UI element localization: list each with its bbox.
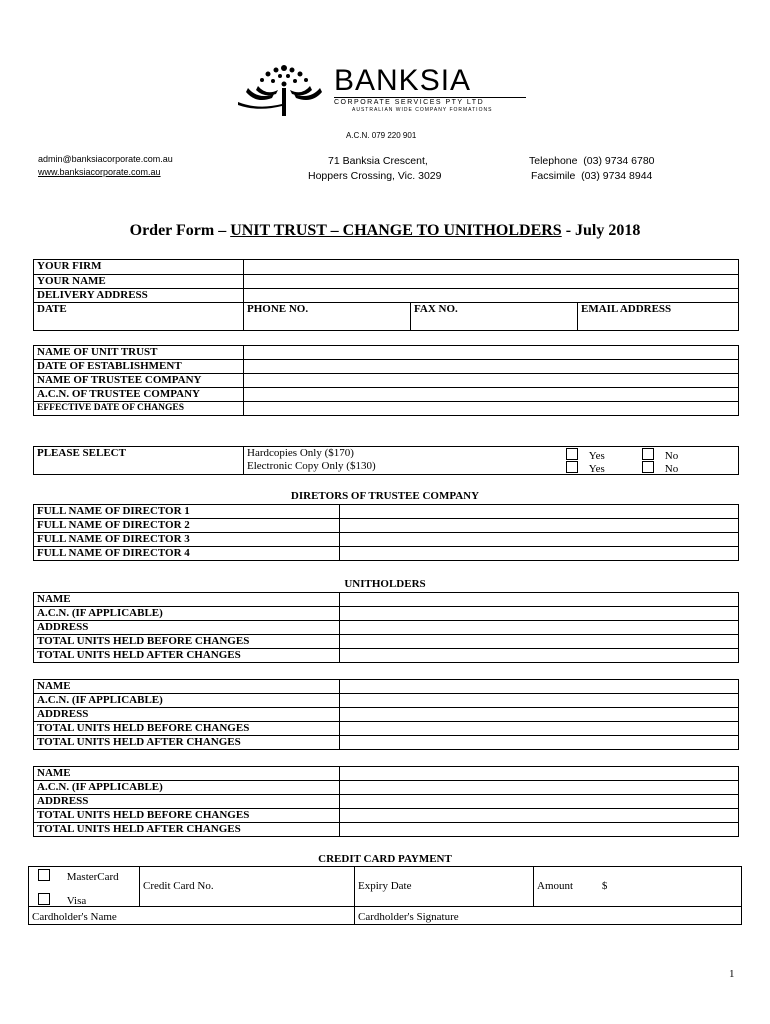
label-uh3-before: TOTAL UNITS HELD BEFORE CHANGES (34, 809, 340, 823)
payment-title: CREDIT CARD PAYMENT (318, 853, 452, 865)
label-uh2-name: NAME (34, 680, 340, 694)
label-uh1-address: ADDRESS (34, 621, 340, 635)
label-director-4: FULL NAME OF DIRECTOR 4 (34, 547, 340, 561)
cardholder-name-cell[interactable] (29, 907, 355, 925)
label-date[interactable]: DATE (34, 303, 244, 331)
label-director-1: FULL NAME OF DIRECTOR 1 (34, 505, 340, 519)
label-uh3-name: NAME (34, 767, 340, 781)
label-uh1-after: TOTAL UNITS HELD AFTER CHANGES (34, 649, 340, 663)
label-effective-date: EFFECTIVE DATE OF CHANGES (34, 402, 244, 416)
field-director-4[interactable] (340, 547, 739, 561)
field-uh2-address[interactable] (340, 708, 739, 722)
currency-symbol: $ (601, 880, 608, 892)
visa-label: Visa (66, 895, 87, 907)
address-line1: 71 Banksia Crescent, (328, 155, 428, 167)
field-uh1-name[interactable] (340, 593, 739, 607)
hardcopy-no-checkbox[interactable] (642, 448, 654, 460)
field-uh2-before[interactable] (340, 722, 739, 736)
hardcopy-yes-checkbox[interactable] (566, 448, 578, 460)
label-uh1-before: TOTAL UNITS HELD BEFORE CHANGES (34, 635, 340, 649)
visa-checkbox[interactable] (38, 893, 50, 905)
field-uh1-before[interactable] (340, 635, 739, 649)
acn-text: A.C.N. 079 220 901 (346, 131, 417, 140)
option-hardcopies: Hardcopies Only ($170) (247, 447, 354, 459)
title-prefix: Order Form – (129, 222, 231, 239)
electronic-yes (566, 461, 605, 476)
select-table (33, 446, 739, 475)
label-uh1-acn: A.C.N. (IF APPLICABLE) (34, 607, 340, 621)
unitholder-table-2 (33, 679, 739, 750)
unitholders-title: UNITHOLDERS (344, 578, 426, 590)
label-uh3-after: TOTAL UNITS HELD AFTER CHANGES (34, 823, 340, 837)
field-director-1[interactable] (340, 505, 739, 519)
field-uh1-acn[interactable] (340, 607, 739, 621)
label-fax[interactable]: FAX NO. (411, 303, 578, 331)
hardcopy-no-label: No (664, 450, 679, 462)
field-unit-trust-name[interactable] (244, 346, 739, 360)
field-uh3-address[interactable] (340, 795, 739, 809)
label-trustee-acn: A.C.N. OF TRUSTEE COMPANY (34, 388, 244, 402)
label-uh2-acn: A.C.N. (IF APPLICABLE) (34, 694, 340, 708)
cardholder-signature-label: Cardholder's Signature (358, 911, 459, 923)
field-director-3[interactable] (340, 533, 739, 547)
field-delivery-address[interactable] (244, 289, 739, 303)
field-your-firm[interactable] (244, 260, 739, 275)
mastercard-label: MasterCard (66, 871, 119, 883)
unitholder-table-3 (33, 766, 739, 837)
electronic-yes-label: Yes (588, 463, 605, 475)
directors-table (33, 504, 739, 561)
label-delivery-address: DELIVERY ADDRESS (34, 289, 244, 303)
field-uh3-after[interactable] (340, 823, 739, 837)
label-trustee-company: NAME OF TRUSTEE COMPANY (34, 374, 244, 388)
cardholder-name-label: Cardholder's Name (32, 911, 117, 923)
label-please-select: PLEASE SELECT (34, 447, 244, 475)
visa-option (38, 893, 86, 908)
label-unit-trust-name: NAME OF UNIT TRUST (34, 346, 244, 360)
label-uh2-before: TOTAL UNITS HELD BEFORE CHANGES (34, 722, 340, 736)
logo-subtitle: CORPORATE SERVICES PTY LTD (334, 97, 526, 106)
mastercard-option (38, 869, 119, 884)
amount-cell[interactable] (534, 867, 742, 907)
contact-website[interactable]: www.banksiacorporate.com.au (38, 167, 161, 177)
unitholder-table-1 (33, 592, 739, 663)
label-date-established: DATE OF ESTABLISHMENT (34, 360, 244, 374)
label-director-2: FULL NAME OF DIRECTOR 2 (34, 519, 340, 533)
label-phone[interactable]: PHONE NO. (244, 303, 411, 331)
label-director-3: FULL NAME OF DIRECTOR 3 (34, 533, 340, 547)
field-uh3-before[interactable] (340, 809, 739, 823)
label-your-name: YOUR NAME (34, 275, 244, 289)
field-uh2-after[interactable] (340, 736, 739, 750)
cardholder-signature-cell[interactable] (355, 907, 742, 925)
trust-table (33, 345, 739, 416)
field-uh2-acn[interactable] (340, 694, 739, 708)
page-number: 1 (729, 968, 735, 980)
payment-table (28, 866, 742, 925)
field-your-name[interactable] (244, 275, 739, 289)
label-your-firm: YOUR FIRM (34, 260, 244, 275)
banksia-logo (238, 60, 538, 118)
option-electronic: Electronic Copy Only ($130) (247, 460, 376, 472)
field-uh1-after[interactable] (340, 649, 739, 663)
address-line2: Hoppers Crossing, Vic. 3029 (308, 170, 442, 182)
electronic-yes-checkbox[interactable] (566, 461, 578, 473)
logo-tagline: AUSTRALIAN WIDE COMPANY FORMATIONS (352, 107, 493, 113)
field-director-2[interactable] (340, 519, 739, 533)
field-trustee-company[interactable] (244, 374, 739, 388)
field-trustee-acn[interactable] (244, 388, 739, 402)
field-uh3-acn[interactable] (340, 781, 739, 795)
electronic-no (642, 461, 678, 476)
firm-table (33, 259, 739, 331)
directors-title: DIRETORS OF TRUSTEE COMPANY (290, 490, 480, 502)
mastercard-checkbox[interactable] (38, 869, 50, 881)
label-uh3-acn: A.C.N. (IF APPLICABLE) (34, 781, 340, 795)
label-email[interactable]: EMAIL ADDRESS (578, 303, 739, 331)
field-date-established[interactable] (244, 360, 739, 374)
amount-label: Amount (537, 880, 574, 892)
field-uh1-address[interactable] (340, 621, 739, 635)
logo-text: BANKSIA (334, 64, 472, 97)
field-effective-date[interactable] (244, 402, 739, 416)
banksia-flower-icon (238, 60, 330, 118)
field-uh2-name[interactable] (340, 680, 739, 694)
page-title (0, 222, 770, 240)
card-number-cell[interactable] (140, 867, 355, 907)
electronic-no-label: No (664, 463, 679, 475)
facsimile: Facsimile (03) 9734 8944 (531, 170, 653, 182)
hardcopy-yes-label: Yes (588, 450, 605, 462)
contact-email[interactable]: admin@banksiacorporate.com.au (38, 154, 173, 164)
title-suffix: - July 2018 (561, 222, 641, 239)
label-uh2-after: TOTAL UNITS HELD AFTER CHANGES (34, 736, 340, 750)
field-uh3-name[interactable] (340, 767, 739, 781)
card-number-label: Credit Card No. (143, 880, 214, 892)
card-type-cell (29, 867, 140, 907)
expiry-cell[interactable] (355, 867, 534, 907)
select-options (244, 447, 739, 475)
expiry-label: Expiry Date (358, 880, 412, 892)
title-underlined: UNIT TRUST – CHANGE TO UNITHOLDERS (230, 222, 562, 239)
label-uh1-name: NAME (34, 593, 340, 607)
label-uh3-address: ADDRESS (34, 795, 340, 809)
electronic-no-checkbox[interactable] (642, 461, 654, 473)
telephone: Telephone (03) 9734 6780 (529, 155, 655, 167)
label-uh2-address: ADDRESS (34, 708, 340, 722)
